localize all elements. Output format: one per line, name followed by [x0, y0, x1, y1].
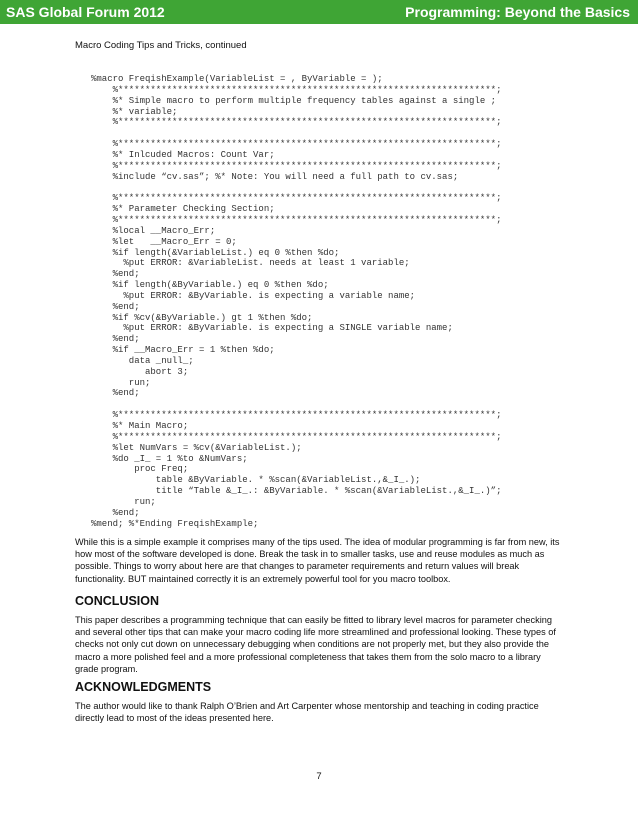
code-line: %* Simple macro to perform multiple frequency tables against a single ; — [91, 95, 497, 106]
conclusion-heading: CONCLUSION — [75, 594, 160, 608]
code-line: %**********************************************************************; — [91, 117, 502, 128]
code-line: abort 3; — [91, 366, 189, 377]
code-line: %end; — [91, 388, 140, 399]
code-line: %**********************************************************************; — [91, 214, 502, 225]
code-line: proc Freq; — [91, 464, 189, 475]
code-line: %* Inlcuded Macros: Count Var; — [91, 149, 275, 160]
code-line: %put ERROR: &ByVariable. is expecting a SINGLE variable name; — [91, 323, 453, 334]
code-block — [91, 74, 501, 529]
code-line: %* variable; — [91, 106, 178, 117]
code-line: %macro FreqishExample(VariableList = , ByVariable = ); — [91, 74, 383, 84]
code-line — [91, 128, 501, 139]
code-line: %end; — [91, 334, 140, 345]
page-number: 7 — [316, 771, 322, 782]
header-banner — [0, 0, 638, 24]
code-line: %end; — [91, 301, 140, 312]
code-line: %**********************************************************************; — [91, 410, 502, 421]
code-line: %if length(&ByVariable.) eq 0 %then %do; — [91, 280, 329, 291]
code-line: %* Main Macro; — [91, 421, 189, 431]
code-line: %**********************************************************************; — [91, 139, 502, 150]
acknowledgments-text: The author would like to thank Ralph O’Brien and Art Carpenter whose mentorship and teaching in coding practice directly lead to most of the ideas presented here. — [75, 701, 539, 724]
code-line: %end; — [91, 507, 140, 518]
code-line: %let __Macro_Err = 0; — [91, 236, 237, 247]
body-paragraph: While this is a simple example it comprises many of the tips used. The idea of modular programming is far from new, its how most of the software developed is done. Break the task in to smaller tasks, use and reuse modules as much as possible. Things to worry about here are that changes to parameter requirements and return values will break functionality. BUT maintained correctly it is an extremely powerful tool for you macro toolbox. — [75, 537, 560, 584]
code-line — [91, 399, 501, 410]
code-line: title “Table &_I_.: &ByVariable. * %scan(&VariableList.,&_I_.)”; — [91, 486, 502, 497]
page-subheader: Macro Coding Tips and Tricks, continued — [75, 40, 247, 51]
code-line: table &ByVariable. * %scan(&VariableList.,&_I_.); — [91, 475, 421, 486]
code-line: %if %cv(&ByVariable.) gt 1 %then %do; — [91, 312, 313, 323]
code-line: %**********************************************************************; — [91, 160, 502, 171]
code-line: %let NumVars = %cv(&VariableList.); — [91, 442, 302, 453]
conference-title: SAS Global Forum 2012 — [6, 4, 165, 20]
code-line: %do _I_ = 1 %to &NumVars; — [91, 453, 248, 464]
code-line: %put ERROR: &ByVariable. is expecting a variable name; — [91, 290, 416, 301]
code-line: %* Parameter Checking Section; — [91, 204, 275, 215]
conclusion-text: This paper describes a programming technique that can easily be fitted to library level macros for parameter checking and several other tips that can make your macro coding life more streamlined and professional looking. These types of checks not only cut down on unnecessary debugging when conditions are not properly met, but they also provide the macro a more polished feel and a more professional completeness that takes them from the solo macro to a library grade program. — [75, 615, 556, 674]
code-line: %**********************************************************************; — [91, 193, 502, 204]
code-line: %**********************************************************************; — [91, 431, 502, 442]
code-line: run; — [91, 377, 151, 388]
code-line: run; — [91, 496, 156, 507]
code-line: %if __Macro_Err = 1 %then %do; — [91, 345, 275, 356]
code-line: %**********************************************************************; — [91, 84, 502, 95]
code-line: %put ERROR: &VariableList. needs at least 1 variable; — [91, 258, 410, 269]
code-line: %mend; %*Ending FreqishExample; — [91, 518, 259, 529]
code-line: data _null_; — [91, 355, 194, 366]
section-title: Programming: Beyond the Basics — [405, 4, 630, 20]
code-line: %if length(&VariableList.) eq 0 %then %do; — [91, 247, 340, 258]
code-line — [91, 182, 501, 193]
code-line: %local __Macro_Err; — [91, 225, 216, 236]
acknowledgments-heading: ACKNOWLEDGMENTS — [75, 680, 212, 694]
code-line: %include “cv.sas”; %* Note: You will need a full path to cv.sas; — [91, 171, 459, 182]
code-line: %end; — [91, 269, 140, 280]
